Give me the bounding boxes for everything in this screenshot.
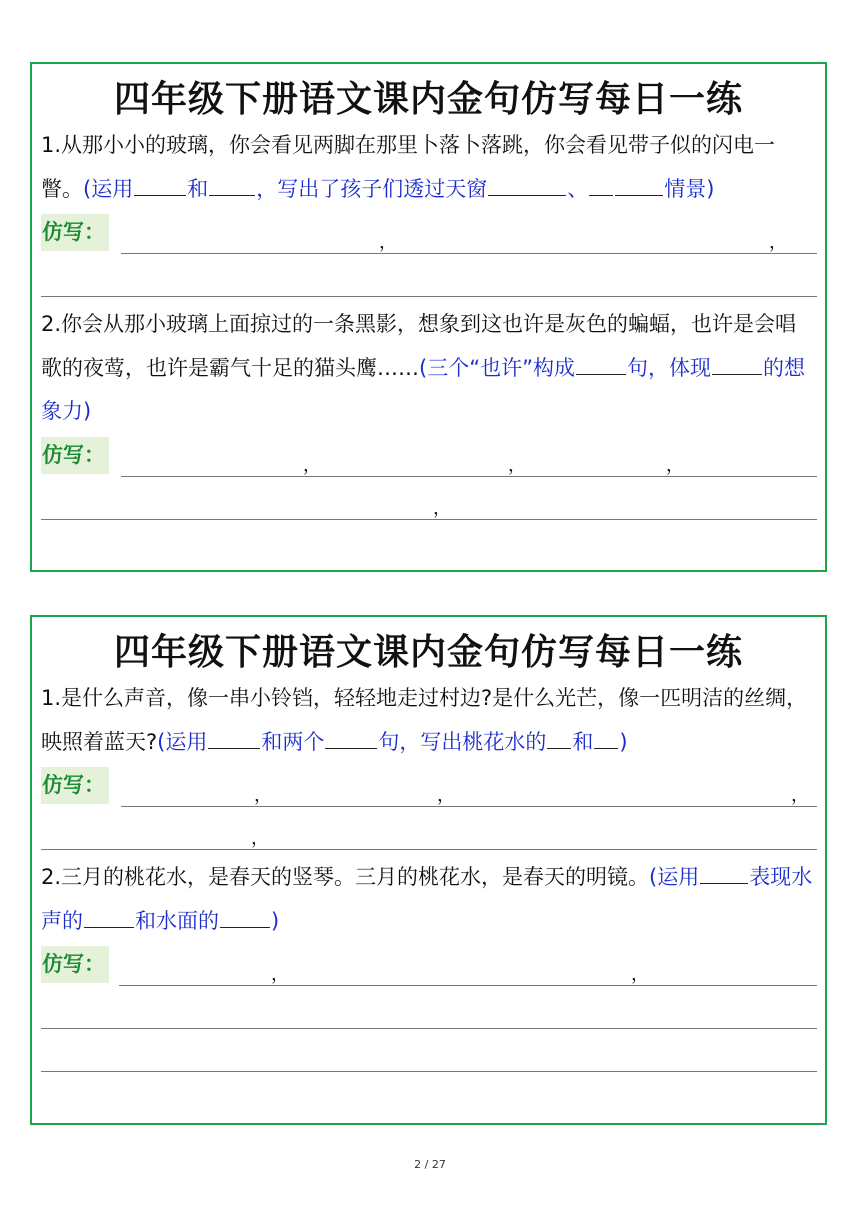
answer-line[interactable] [119,985,817,986]
answer-line[interactable] [41,254,817,297]
fill-blank[interactable] [488,172,566,195]
comma-mark: ， [433,497,451,519]
fill-blank[interactable] [84,904,134,927]
answer-row [41,943,817,986]
question-2 [32,303,825,434]
page-number: 2 / 27 [414,1158,446,1171]
fill-blank[interactable] [594,725,618,748]
question-hint: (运用 表现水声的 和水面的 ) [41,865,812,933]
worksheet-card-1 [30,62,827,572]
answer-label: 仿写： [41,946,109,983]
answer-label: 仿写： [41,214,109,251]
fill-blank[interactable] [589,172,613,195]
question-text: 2.三月的桃花水，是春天的竖琴。三月的桃花水，是春天的明镜。 [41,865,650,889]
question-hint: (运用 和两个 句，写出桃花水的 和 ) [157,730,627,754]
worksheet-card-2 [30,615,827,1125]
fill-blank[interactable] [576,351,626,374]
answer-row [41,477,817,520]
question-text: 2.你会从那小玻璃上面掠过的一条黑影，想象到这也许是灰色的蝙蝠，也许是会唱歌的夜莺，也许是霸气十足的猫头鹰…… [41,312,797,380]
answer-line[interactable] [41,519,817,520]
worksheet-title: 四年级下册语文课内金句仿写每日一练 [113,79,743,120]
comma-mark: ， [666,454,684,476]
fill-blank[interactable] [209,172,255,195]
answer-row [41,211,817,254]
comma-mark: ， [271,964,289,985]
comma-mark: ， [769,232,787,253]
comma-mark: ， [791,785,809,806]
comma-mark: ， [631,964,649,985]
question-1 [32,677,825,764]
fill-blank[interactable] [325,725,377,748]
answer-line[interactable] [121,253,817,254]
answer-line[interactable] [41,1029,817,1072]
question-1 [32,124,825,211]
answer-label: 仿写： [41,437,109,474]
answer-row [41,807,817,850]
fill-blank[interactable] [712,351,762,374]
comma-mark: ， [508,454,526,476]
fill-blank[interactable] [208,725,260,748]
comma-mark: ， [303,454,321,476]
answer-row [41,434,817,477]
question-text: 1.是什么声音，像一串小铃铛，轻轻地走过村边?是什么光芒，像一匹明洁的丝绸，映照着蓝天? [41,686,808,754]
question-hint: (三个“也许”构成 句，体现 的想象力) [41,356,805,424]
answer-line[interactable] [41,849,817,850]
fill-blank[interactable] [134,172,186,195]
answer-row [41,764,817,807]
worksheet-title: 四年级下册语文课内金句仿写每日一练 [113,632,743,673]
question-hint: (运用 和 ，写出了孩子们透过天窗 、 情景) [83,177,714,201]
fill-blank[interactable] [220,904,270,927]
answer-label: 仿写： [41,767,109,804]
comma-mark: ， [251,828,269,849]
fill-blank[interactable] [700,861,748,884]
comma-mark: ， [437,785,455,806]
fill-blank[interactable] [615,172,663,195]
question-2 [32,856,825,943]
answer-line[interactable] [41,986,817,1029]
comma-mark: ， [254,785,272,806]
question-text: 1.从那小小的玻璃，你会看见两脚在那里卜落卜落跳，你会看见带子似的闪电一瞥。 [41,133,776,201]
comma-mark: ， [379,232,397,253]
fill-blank[interactable] [547,725,571,748]
